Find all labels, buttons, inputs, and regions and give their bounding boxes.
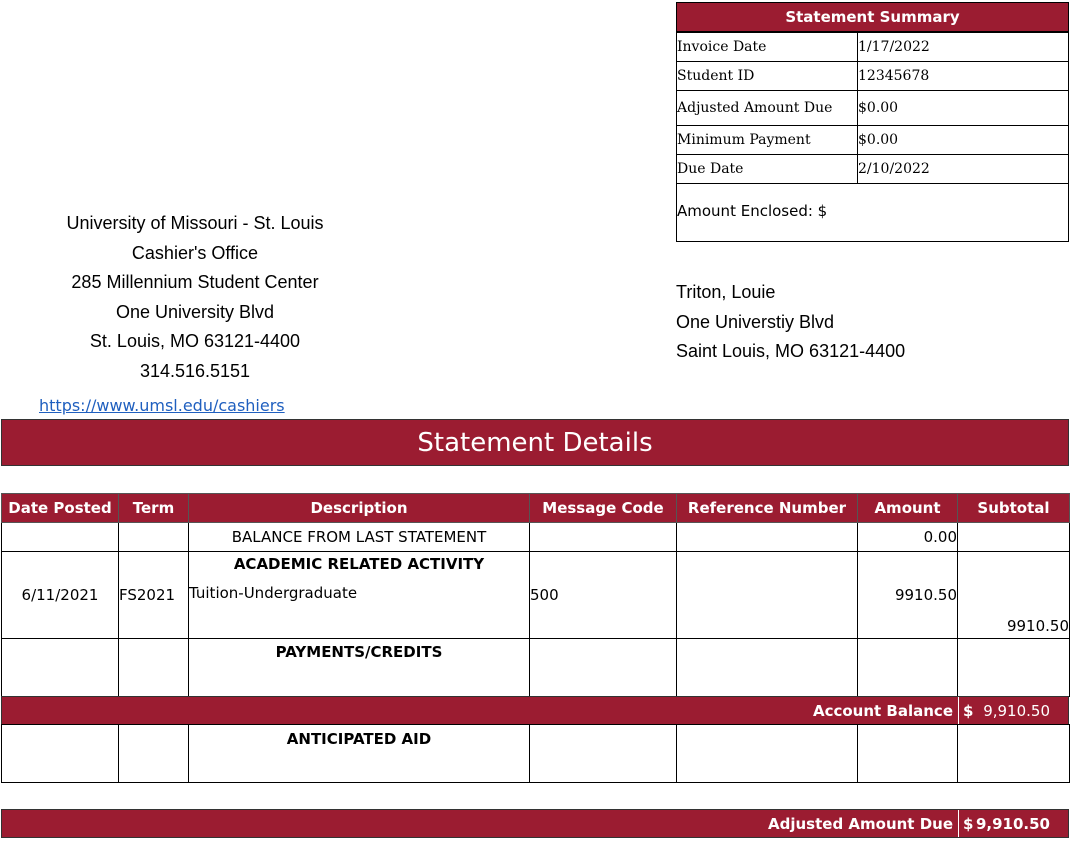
balance-from-last-amount: 0.00	[858, 523, 958, 552]
summary-value: 1/17/2022	[858, 33, 1069, 62]
account-balance-value: 9,910.50	[983, 702, 1050, 720]
summary-label: Student ID	[677, 62, 858, 91]
summary-value: $0.00	[858, 91, 1069, 126]
statement-details-table	[1, 493, 1070, 697]
student-city: Saint Louis, MO 63121-4400	[676, 341, 906, 361]
adjusted-amount-due-label: Adjusted Amount Due	[768, 815, 953, 833]
amount-enclosed-field[interactable]: Amount Enclosed: $	[677, 184, 1069, 242]
adjusted-amount-due-bar	[1, 809, 1069, 838]
adjusted-amount-due-currency: $	[963, 815, 974, 833]
column-header-message-code: Message Code	[530, 494, 677, 523]
summary-value: $0.00	[858, 126, 1069, 155]
table-row-balance-from-last	[2, 523, 1070, 552]
academic-section-heading: ACADEMIC RELATED ACTIVITY	[233, 555, 485, 573]
academic-subtotal: 9910.50	[958, 552, 1070, 639]
payments-credits-heading: PAYMENTS/CREDITS	[189, 639, 530, 697]
academic-date-posted: 6/11/2021	[2, 552, 119, 639]
column-header-date-posted: Date Posted	[2, 494, 119, 523]
academic-message-code: 500	[530, 552, 677, 639]
table-header-row	[2, 494, 1070, 523]
academic-term: FS2021	[119, 552, 189, 639]
summary-row-adjusted-amount-due	[677, 91, 1069, 126]
summary-row-amount-enclosed	[677, 184, 1069, 242]
anticipated-aid-heading: ANTICIPATED AID	[189, 725, 530, 783]
student-name: Triton, Louie	[676, 282, 776, 302]
adjusted-amount-due-value: 9,910.50	[975, 815, 1050, 833]
summary-value: 12345678	[858, 62, 1069, 91]
divider	[958, 810, 959, 837]
summary-row-invoice-date	[677, 33, 1069, 62]
column-header-reference-number: Reference Number	[677, 494, 858, 523]
university-street: 285 Millennium Student Center	[71, 272, 319, 292]
statement-summary-title: Statement Summary	[676, 2, 1069, 32]
university-phone: 314.516.5151	[139, 360, 251, 381]
statement-details-title: Statement Details	[1, 419, 1069, 466]
student-address	[676, 278, 905, 367]
summary-row-student-id	[677, 62, 1069, 91]
summary-row-due-date	[677, 155, 1069, 184]
column-header-description: Description	[189, 494, 530, 523]
university-city: St. Louis, MO 63121-4400	[89, 331, 301, 351]
summary-table	[676, 32, 1069, 242]
academic-description: Tuition-Undergraduate	[189, 584, 358, 602]
column-header-amount: Amount	[858, 494, 958, 523]
university-office: Cashier's Office	[131, 242, 259, 263]
summary-value: 2/10/2022	[858, 155, 1069, 184]
statement-summary	[676, 2, 1069, 242]
university-street-2: One University Blvd	[115, 301, 275, 322]
university-name: University of Missouri - St. Louis	[66, 213, 324, 233]
account-balance-currency: $	[963, 702, 974, 720]
column-header-subtotal: Subtotal	[958, 494, 1070, 523]
anticipated-aid-table	[1, 724, 1070, 783]
table-row-academic-activity	[2, 552, 1070, 639]
student-street: One Universtiy Blvd	[676, 311, 835, 332]
academic-description-cell	[189, 552, 530, 639]
summary-row-minimum-payment	[677, 126, 1069, 155]
balance-from-last-description: BALANCE FROM LAST STATEMENT	[189, 523, 530, 552]
column-header-term: Term	[119, 494, 189, 523]
table-row-payments-credits	[2, 639, 1070, 697]
table-row-anticipated-aid	[2, 725, 1070, 783]
cashiers-website-link[interactable]: https://www.umsl.edu/cashiers	[39, 396, 285, 415]
summary-label: Due Date	[677, 155, 858, 184]
summary-label: Minimum Payment	[677, 126, 858, 155]
university-address	[0, 209, 390, 386]
academic-amount: 9910.50	[858, 552, 958, 639]
account-balance-bar	[1, 696, 1069, 725]
account-balance-label: Account Balance	[812, 702, 953, 720]
summary-label: Invoice Date	[677, 33, 858, 62]
divider	[958, 697, 959, 724]
summary-label: Adjusted Amount Due	[677, 91, 858, 126]
